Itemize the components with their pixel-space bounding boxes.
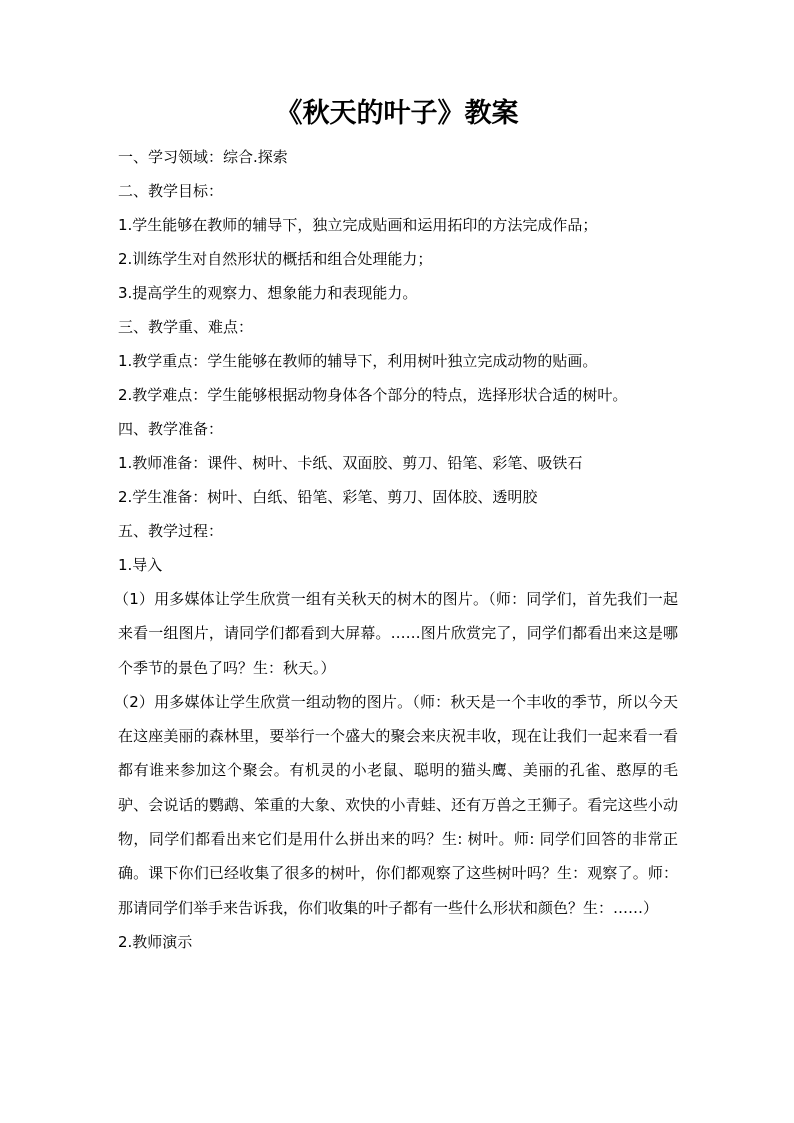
section-teaching-goals: 二、教学目标： xyxy=(118,182,224,200)
document-title: 《秋天的叶子》教案 xyxy=(275,98,519,129)
difficult-point-item: 2.教学难点：学生能够根据动物身体各个部分的特点，选择形状合适的树叶。 xyxy=(118,386,628,404)
intro-paragraph-2: （2）用多媒体让学生欣赏一组动物的图片。（师：秋天是一个丰收的季节，所以今天在这座美丽的森林里，要举行一个盛大的聚会来庆祝丰收，现在让我们一起来看一看都有谁来参加这个聚会。有机灵的小老鼠、聪明的猫头鹰、美丽的孔雀、憨厚的毛驴、会说话的鹦鹉、笨重的大象、欢快的小青蛙、还有万兽之王狮子。看完这些小动物，同学们都看出来它们是用什么拼出来的吗？生: 树叶。师: 同学们回答的非常正确。课下你们已经收集了很多的树叶，你们都观察了这些树叶吗？生：观察了。师：那请同学们举手来告诉我，你们收集的叶子都有一些什么形状和颜色？生：……） xyxy=(114,692,678,917)
section-key-points: 三、教学重、难点： xyxy=(118,318,254,336)
teacher-preparation: 1.教师准备：课件、树叶、卡纸、双面胶、剪刀、铅笔、彩笔、吸铁石 xyxy=(118,454,583,472)
section-teaching-process: 五、教学过程： xyxy=(118,522,224,540)
document-body xyxy=(114,140,678,959)
process-step-intro: 1.导入 xyxy=(118,556,163,574)
section-learning-area: 一、学习领域：综合.探索 xyxy=(118,148,288,166)
goal-item-3: 3.提高学生的观察力、想象能力和表现能力。 xyxy=(118,284,418,302)
intro-paragraph-1: （1）用多媒体让学生欣赏一组有关秋天的树木的图片。（师：同学们，首先我们一起来看一组图片，请同学们都看到大屏幕。……图片欣赏完了，同学们都看出来这是哪个季节的景色了吗？生：秋天。） xyxy=(114,590,678,677)
process-step-demo: 2.教师演示 xyxy=(118,932,193,951)
student-preparation: 2.学生准备：树叶、白纸、铅笔、彩笔、剪刀、固体胶、透明胶 xyxy=(118,488,538,506)
section-preparation: 四、教学准备： xyxy=(118,420,224,438)
key-point-item: 1.教学重点：学生能够在教师的辅导下，利用树叶独立完成动物的贴画。 xyxy=(118,352,598,370)
goal-item-1: 1.学生能够在教师的辅导下，独立完成贴画和运用拓印的方法完成作品； xyxy=(118,216,598,234)
goal-item-2: 2.训练学生对自然形状的概括和组合处理能力； xyxy=(118,250,433,268)
